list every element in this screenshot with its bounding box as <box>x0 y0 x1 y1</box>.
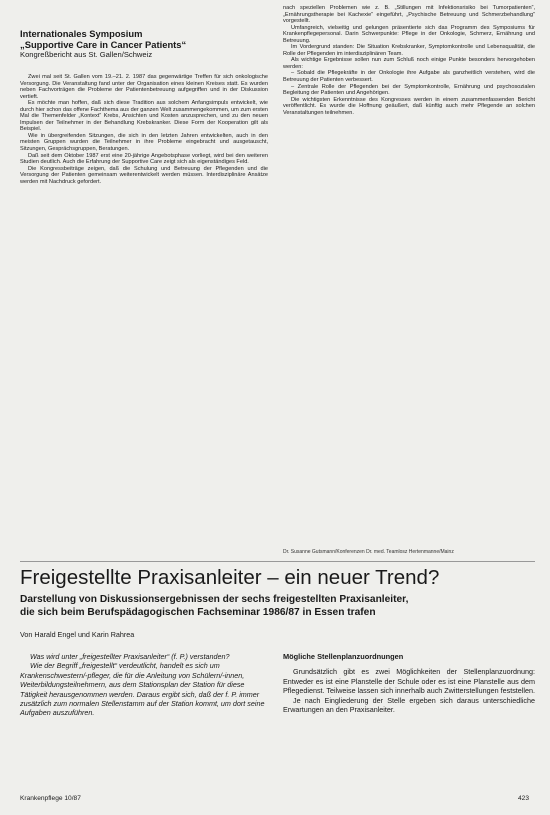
article-authors: Von Harald Engel und Karin Rahrea <box>20 630 135 639</box>
kongress-subtitle: Kongreßbericht aus St. Gallen/Schweiz <box>20 50 153 59</box>
interview-question: Was wird unter „freigestellter Praxisanleiter“ (f. P.) verstanden? <box>30 652 230 661</box>
article-subtitle <box>20 593 540 619</box>
right-paragraph: Als wichtige Ergebnisse sollen nun zum Schluß noch einige Punkte besonders hervorgehoben werden: <box>283 57 535 70</box>
page-number: 423 <box>518 795 530 802</box>
right-paragraph: nach speziellen Problemen wie z. B. „Stillungen mit Infektionsrisiko bei Tumorpatienten“, „Ernährungstherapie bei Kachexie“ eingeführt, „Psychische Betreuung und Schmerzbehandlung“ vorgestellt. <box>283 5 535 25</box>
article-title: Freigestellte Praxisanleiter – ein neuer Trend? <box>20 566 440 589</box>
right-paragraph: Im Vordergrund standen: Die Situation Krebskranker, Symptomkontrolle und Lebensqualität, die Rolle der Pflegenden im interdisziplinären Team. <box>283 44 535 57</box>
journal-footer: Krankenpflege 10/87 <box>20 795 81 802</box>
right-paragraph: Die wichtigsten Erkenntnisse des Kongresses werden in einem zusammenfassenden Bericht veröffentlicht. Es wurde die Hoffnung geäußert, daß künftig auch mehr Pflegende an solchen Veranstaltungen teilnehmen. <box>283 96 535 116</box>
left-paragraph: Daß seit dem Oktober 1987 erst eine 20-jährige Angebotsphase vorliegt, wird bei den weiteren Studien deutlich. Auch die Erfahrung der Supportive Care zeigt sich als eigenständiges Feld. <box>20 152 268 166</box>
body-paragraph: Grundsätzlich gibt es zwei Möglichkeiten der Stellenplanzuordnung: Entweder es ist eine Planstelle der Schule oder es ist eine Planstelle aus dem Pflegedienst. Teilweise lassen sich innerhalb auch Zwitterstellungen feststellen. <box>283 667 535 696</box>
symposium-heading-line2: „Supportive Care in Cancer Patients“ <box>20 39 187 50</box>
right-column-top <box>283 5 535 545</box>
left-paragraph: Es möchte man hoffen, daß sich diese Tradition aus solchem Anfangsimpuls entwickelt, wie durch hier schon das offene Fachthema aus der ganzen Welt zusammengekommen, um zum ersten Mal die Themenfelder „Kontext“ Krebs, Ansichten und Kosten anzusprechen, und zu den neuen Impulsen der Teilnehmer in der Behandlung Krebskranker. Diese Form der Kooperation gilt als Beispiel. <box>20 100 268 133</box>
subtitle-line1: Darstellung von Diskussionsergebnissen der sechs freigestellten Praxisanleiter, <box>20 594 409 605</box>
stellenplan-column <box>283 652 535 714</box>
body-paragraph: Je nach Eingliederung der Stelle ergeben sich daraus unterschiedliche Erwartungen an den Praxisanleiter. <box>283 695 535 715</box>
left-column-top <box>20 28 268 550</box>
section-divider <box>20 561 535 562</box>
right-paragraph: – Zentrale Rolle der Pflegenden bei der Symptomkontrolle, Ernährung und psychosozialen Begleitung der Patienten und Angehörigen. <box>283 83 535 97</box>
left-paragraph: Die Kongressbeiträge zeigen, daß die Schulung und Betreuung der Pflegenden und die Versorgung der Patienten gemeinsam weiterentwickelt werden müssen. Interdisziplinäre Ansätze werden mit Nachdruck gefordert. <box>20 165 268 185</box>
left-paragraph: Zwei mal seit St. Gallen vom 19.–21. 2. 1987 das gegenwärtige Treffen für sich onkologische Versorgung. Die Veranstaltung fand unter der Organisation eines kleinen Kreises statt. Es wurden neben Fachvorträgen die Probleme der Patientenbetreuung aufgegriffen und in der Diskussion vertieft. <box>20 74 268 100</box>
left-paragraph: Wie in übergreifenden Sitzungen, die sich in den letzten Jahren entwickelten, auch in den meisten Gruppen wurden die Teilnehmer in ihre Probleme eingebracht und ausgetauscht, Sitzungen, Gesprächsgruppen, Beratungen. <box>20 132 268 153</box>
symposium-heading-line1: Internationales Symposium <box>20 28 143 39</box>
author-caption: Dr. Susanne Gutsmann/Konferenzen Dr. med. Teamlosz Hertenmanne/Mainz <box>283 549 454 555</box>
right-paragraph: – Sobald die Pflegekräfte in der Onkologie ihre Aufgabe als ganzheitlich verstehen, wird die Betreuung der Patienten verbessert. <box>283 70 535 84</box>
section-heading: Mögliche Stellenplanzuordnungen <box>283 652 404 661</box>
interview-column <box>20 652 268 718</box>
interview-answer: Wie der Begriff „freigestellt“ verdeutlicht, handelt es sich um Krankenschwestern/-pfleger, die für die Anleitung von Schülern/-innen, Weiterbildungsteilnehmern, aus dem Stationsplan der Station für diese Tätigkeit herausgenommen werden. Daraus ergibt sich, daß der f. P. immer zusätzlich zum normalen Stellenstamm auf der Station kommt, um dort seine Aufgaben auszuführen. <box>20 661 265 718</box>
subtitle-line2: die sich beim Berufspädagogischen Fachseminar 1986/87 in Essen trafen <box>20 607 376 618</box>
right-paragraph: Umfangreich, vielseitig und gelungen präsentierte sich das Programm des Symposiums für Krankenpflegepersonal. Darin Schwerpunkte: Pflege in der Onkologie, Schmerz, Ernährung und Betreuung. <box>283 24 535 44</box>
